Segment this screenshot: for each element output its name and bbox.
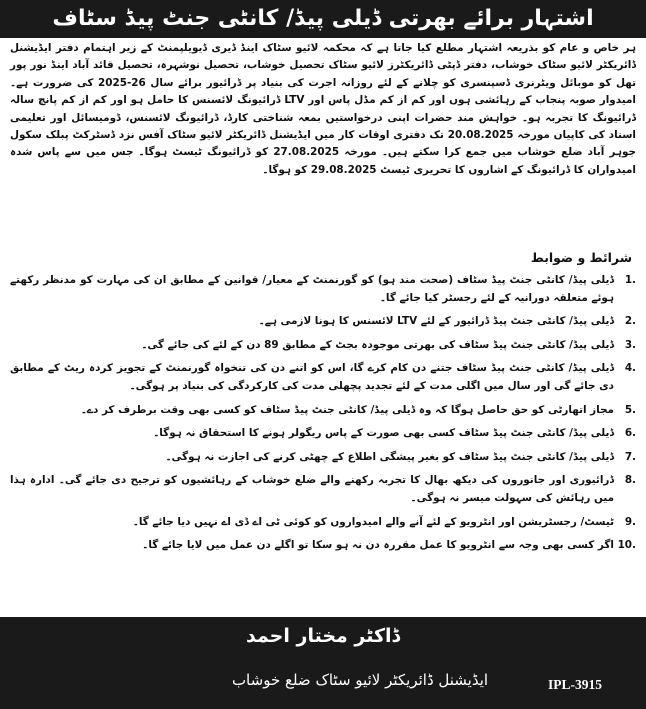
intro-text-5: کو ہوگا۔ (262, 163, 308, 176)
condition-number: 3. (624, 338, 636, 351)
condition-item (10, 425, 636, 443)
condition-item (10, 360, 636, 395)
condition-number: 7. (624, 450, 636, 463)
condition-text: ڈیلی پیڈ/ کانٹی جنٹ پیڈ ڈرائیور کے لئے LTV لائسنس کا ہونا لازمی ہے۔ (258, 315, 614, 328)
signer-designation: ایڈیشنل ڈائریکٹر لائیو سٹاک ضلع خوشاب (231, 671, 489, 689)
condition-text: ٹیسٹ/ رجسٹریشن اور انٹرویو کے لئے آنے والے امیدواروں کو کوئی ٹی اے ڈی اے نہیں دیا جائے گا۔ (132, 515, 614, 528)
condition-text: ڈرائیوری اور جانوروں کی دیکھ بھال کا تجربہ رکھنے والے ضلع خوشاب کے رہائشیوں کو ترجیح دی جائے گی۔ ادارہ ہذا میں رہائش کی سہولت میسر نہ ہوگی۔ (10, 474, 614, 504)
condition-number: 4. (624, 362, 636, 375)
conditions-heading: شرائط و ضوابط (530, 250, 632, 265)
condition-item (10, 313, 636, 331)
condition-item (10, 337, 636, 355)
condition-text: ڈیلی پیڈ/ کانٹی جنٹ پیڈ سٹاف جتنے دن کام کرے گا، اس کو اتنے دن کی تنخواہ گورنمنٹ کے تجویز کردہ ریٹ کے مطابق دی جائے گی اور سال میں اگلی مدت کے لئے تجدید پچھلی مدت کی کارکردگی کی بنیاد پر ہوگی۔ (10, 362, 614, 392)
fiscal-year: 2025-26 (98, 76, 146, 89)
condition-number: 8. (624, 474, 636, 487)
title-banner (0, 0, 646, 38)
condition-number: 10. (617, 539, 636, 552)
deadline-date: 20.08.2025 (447, 129, 514, 142)
condition-item (10, 537, 636, 555)
ipl-code: IPL-3915 (548, 677, 602, 692)
condition-item (10, 402, 636, 420)
condition-item (10, 514, 636, 532)
written-test-date: 29.08.2025 (310, 163, 377, 176)
condition-number: 1. (624, 274, 636, 286)
condition-text: ڈیلی پیڈ/ کانٹی جنٹ پیڈ سٹاف کی بھرتی موجودہ بجٹ کے مطابق 89 دن کے لئے کی جائے گی۔ (141, 338, 614, 351)
condition-number: 2. (624, 315, 636, 328)
condition-item (10, 272, 636, 307)
condition-number: 6. (624, 427, 636, 440)
intro-paragraph (10, 40, 636, 179)
condition-text: مجاز اتھارٹی کو حق حاصل ہوگا کہ وہ ڈیلی پیڈ/ کانٹی جنٹ پیڈ سٹاف کو کسی بھی وقت برطرف کر دے۔ (80, 403, 614, 416)
intro-text-2: کی ضرورت ہے۔ امیدوار صوبہ پنجاب کے رہائشی ہوں اور کم از کم مڈل پاس اور LTV ڈرائیونگ لائسنس کا حامل ہو اور کم از کم پانچ سالہ ڈرائیونگ کا تجربہ ہو۔ خواہش مند حضرات اپنی درخواستیں بمعہ شناختی کارڈ، ڈرائیونگ لائسنس، ڈومیسائل اور تعلیمی اسناد کی کاپیاں مورخہ (10, 76, 636, 142)
condition-number: 9. (624, 515, 636, 528)
page-title: اشتہار برائے بھرتی ڈیلی پیڈ/ کانٹی جنٹ پیڈ سٹاف (52, 6, 594, 31)
test-date: 27.08.2025 (273, 146, 340, 159)
intro-text-3: تک دفتری اوقات کار میں ایڈیشنل ڈائریکٹر لائیو سٹاک آفس نزد ڈسٹرکٹ پبلک سکول جوہر آباد ضلع خوشاب میں جمع کرا سکتے ہیں۔ مورخہ (10, 129, 636, 159)
condition-text: ڈیلی پیڈ/ کانٹی جنٹ پیڈ سٹاف کسی بھی صورت کے پاس ریگولر ہونے کا استحقاق نہ ہوگا۔ (153, 427, 614, 440)
footer-banner (0, 617, 646, 709)
condition-text: ڈیلی پیڈ/ کانٹی جنٹ پیڈ سٹاف (صحت مند ہو) کو گورنمنٹ کے معیار/ قوانین کے مطابق ان کی مہارت کو مدنظر رکھتے ہوئے متعلقہ دورانیہ کے لئے رجسٹر کیا جائے گا۔ (10, 274, 614, 304)
intro-text-4: کو ڈرائیونگ ٹیسٹ ہوگا۔ جس میں سے پاس شدہ امیدواران کا ڈرائیونگ کے اشاروں کا تحریری ٹیسٹ (10, 146, 636, 176)
condition-number: 5. (624, 403, 636, 416)
intro-text-1: ہر خاص و عام کو بذریعہ اشتہار مطلع کیا جاتا ہے کہ محکمہ لائیو سٹاک اینڈ ڈیری ڈیویلپمنٹ کے زیر اہتمام دفتر ایڈیشنل ڈائریکٹر لائیو سٹاک خوشاب، دفتر ڈپٹی ڈائریکٹرز لائیو سٹاک تحصیل خوشاب، تحصیل نوشہرہ، تحصیل قائد آباد اینڈ نور پور تھل کو موبائل ویٹرنری ڈسپنسری کو چلانے کے لئے روزانہ اجرت کی بنیاد پر ڈرائیور برائے سال (10, 42, 636, 89)
condition-item (10, 449, 636, 467)
signer-name: ڈاکٹر مختار احمد (245, 625, 401, 647)
conditions-list (10, 272, 636, 561)
condition-text: اگر کسی بھی وجہ سے انٹرویو کا عمل مقررہ دن نہ ہو سکا تو اگلے دن عمل میں لایا جائے گا۔ (142, 539, 614, 552)
condition-text: ڈیلی پیڈ/ کانٹی جنٹ پیڈ سٹاف کو بغیر پیشگی اطلاع کے چھٹی کرنے کی اجازت نہ ہوگی۔ (165, 450, 614, 463)
condition-item (10, 472, 636, 507)
